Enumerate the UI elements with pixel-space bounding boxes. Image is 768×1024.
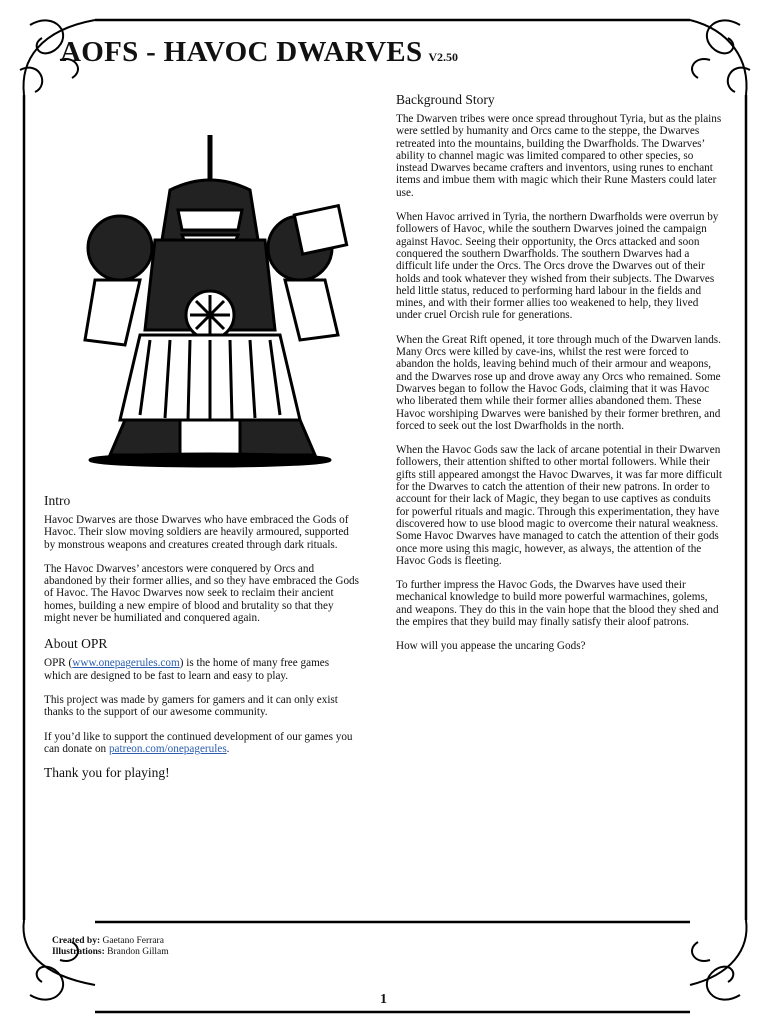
created-by-name: Gaetano Ferrara — [102, 936, 164, 946]
havoc-dwarf-illustration — [70, 130, 355, 470]
background-paragraph: The Dwarven tribes were once spread throughout Tyria, but as the plains were settled by humanity and Orcs came to the steppe, the Dwarves retreated into the mountains, building the Dwarfholds. The Dwarves’ ability to channel magic was limited compared to other species, so instead Dwarves became crafters and inventors, using runes to enchant items and imbue them with magic which their Rune Masters could later use. — [396, 113, 722, 199]
opr-website-link[interactable]: www.onepagerules.com — [72, 657, 180, 670]
about-text: OPR ( — [44, 657, 73, 670]
background-paragraph: When Havoc arrived in Tyria, the northern Dwarfholds were overrun by followers of Havoc, while the southern Dwarves joined the campaign against Havoc. Seeing their opportunity, the Orcs attacked and soon conquered the southern Dwarfholds. The southern Dwarves had a difficult life under the Orcs. The Orcs drove the Dwarves out of their holds and took whatever they wished from their subjects. The Dwarves held little status, reduced to performing hard labour in the fields and mines, and with their former allies too weakened to help, they lived under cruel Orcish rule for generations. — [396, 211, 719, 322]
page-title — [60, 38, 458, 67]
background-paragraph: How will you appease the uncaring Gods? — [396, 640, 586, 653]
background-paragraph: When the Great Rift opened, it tore through much of the Dwarven lands. Many Orcs were killed by cave-ins, whilst the rest were forced to abandon the holds, leaving behind much of their armour and weapons, and the Dwarves rose up and drove away any Orcs who remained. Some Dwarves began to follow the Havoc Gods, claiming that it was Havoc who liberated them while their former allies abandoned them. These Havoc worshiping Dwarves were banished by their former brethren, and forced to seek out the lost Dwarfholds in the north. — [396, 333, 721, 432]
intro-paragraph: Havoc Dwarves are those Dwarves who have embraced the Gods of Havoc. Their slow moving soldiers are heavily armoured, supported by monstrous weapons and creatures created through dark rituals. — [44, 514, 349, 551]
left-column — [44, 493, 359, 779]
about-paragraph — [44, 731, 359, 756]
about-text: If you’d like to support the continued development of our games you can donate on — [44, 730, 353, 755]
about-text: . — [226, 742, 230, 755]
about-heading: About OPR — [44, 636, 108, 652]
page-number: 1 — [380, 992, 387, 1007]
illustrations-name: Brandon Gillam — [107, 947, 169, 957]
title-text: AOFS - HAVOC DWARVES — [60, 36, 423, 68]
illustrations-line — [52, 947, 169, 958]
right-column — [396, 92, 726, 665]
illustrations-label: Illustrations: — [52, 947, 105, 957]
background-heading: Background Story — [396, 92, 495, 107]
corner-ornament-top-right — [690, 20, 750, 95]
version-label: V2.50 — [428, 50, 459, 64]
about-paragraph: This project was made by gamers for gamers and it can only exist thanks to the support of our awesome community. — [44, 693, 338, 719]
credits — [52, 936, 169, 958]
about-paragraph — [44, 657, 359, 682]
thank-you-text: Thank you for playing! — [44, 765, 170, 781]
created-by-line — [52, 936, 169, 947]
intro-heading: Intro — [44, 493, 71, 508]
intro-paragraph: The Havoc Dwarves’ ancestors were conquered by Orcs and abandoned by their former allies, and so they have embraced the Gods of Havoc. The Havoc Dwarves now seek to reclaim their ancient homes, building a new empire of blood and brutality so that they might never be humiliated and conquered again. — [44, 562, 360, 625]
created-by-label: Created by: — [52, 936, 101, 946]
about-text: ) is the home of many free games which are designed to be fast to learn and easy to play. — [44, 657, 330, 682]
background-paragraph: To further impress the Havoc Gods, the Dwarves have used their mechanical knowledge to build more powerful warmachines, golems, and weapons. They do this in the vain hope that the blood they shed and the empires that they build may finally satisfy their aloof patrons. — [396, 579, 719, 628]
background-paragraph: When the Havoc Gods saw the lack of arcane potential in their Dwarven followers, their attention shifted to other mortal followers. While their gifts still appeared amongst the Havoc Dwarves, it was far more difficult for the Dwarves to catch the attention of their new patrons. In order to account for their lack of Magic, they began to use captives as conduits for powerful rituals and magic. Through this experimentation, they have discovered how to use blood magic to overcome their natural weakness. Some Havoc Dwarves have managed to catch the attention of their gods once more using this magic, however, as always, the attention of the Havoc Gods is fleeting. — [396, 444, 722, 567]
corner-ornament-bottom-right — [690, 920, 747, 1000]
corner-ornament-bottom-left — [24, 920, 95, 1000]
patreon-link[interactable]: patreon.com/onepagerules — [108, 742, 227, 755]
